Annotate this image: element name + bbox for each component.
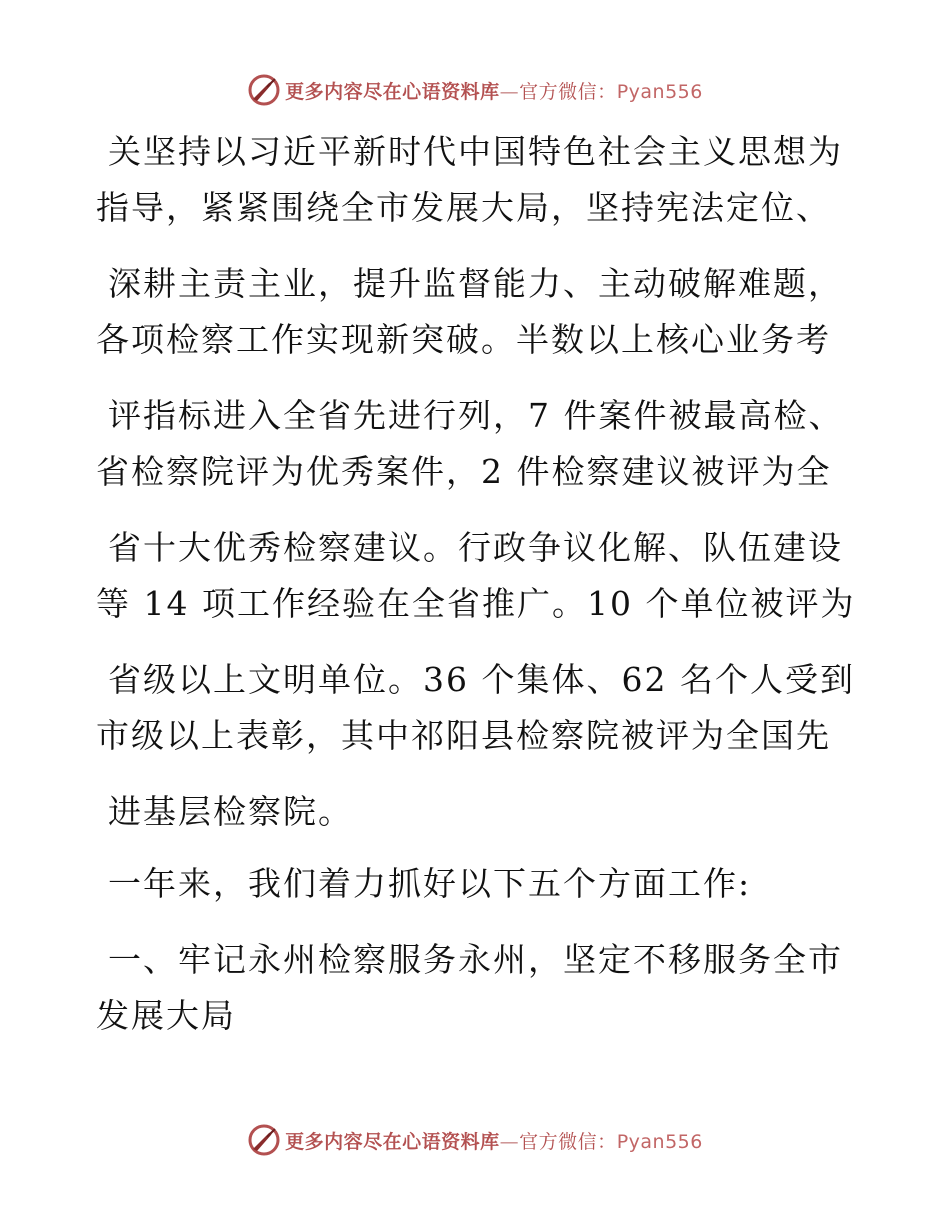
banner-handle: Pyan556 xyxy=(616,1130,703,1153)
banner-label: 官方微信： xyxy=(519,1130,617,1153)
body-line: 评指标进入全省先进行列，7 件案件被最高检、 xyxy=(108,396,844,435)
quill-logo-icon xyxy=(247,1123,281,1157)
body-line: 关坚持以习近平新时代中国特色社会主义思想为 xyxy=(108,132,843,171)
body-line: 进基层检察院。 xyxy=(108,792,353,831)
body-line: 省检察院评为优秀案件，2 件检察建议被评为全 xyxy=(96,452,832,491)
body-line: 一年来，我们着力抓好以下五个方面工作: xyxy=(108,864,752,903)
banner-handle: Pyan556 xyxy=(616,80,703,103)
body-line: 省级以上文明单位。36 个集体、62 名个人受到 xyxy=(108,660,855,699)
footer-banner xyxy=(0,1120,950,1160)
body-line: 各项检察工作实现新突破。半数以上核心业务考 xyxy=(96,320,831,359)
body-line: 省十大优秀检察建议。行政争议化解、队伍建设 xyxy=(108,528,843,567)
banner-main-text: 更多内容尽在心语资料库 xyxy=(285,80,500,103)
body-line: 一、牢记永州检察服务永州，坚定不移服务全市 xyxy=(108,940,843,979)
body-line: 市级以上表彰，其中祁阳县检察院被评为全国先 xyxy=(96,716,831,755)
banner-label: 官方微信： xyxy=(519,80,617,103)
banner-dash: — xyxy=(499,80,520,103)
banner-main-text: 更多内容尽在心语资料库 xyxy=(285,1130,500,1153)
body-line: 发展大局 xyxy=(96,996,236,1035)
body-line: 指导，紧紧围绕全市发展大局，坚持宪法定位、 xyxy=(96,188,831,227)
body-line: 深耕主责主业，提升监督能力、主动破解难题， xyxy=(108,264,843,303)
banner-dash: — xyxy=(499,1130,520,1153)
body-line: 等 14 项工作经验在全省推广。10 个单位被评为 xyxy=(96,584,856,623)
header-banner xyxy=(0,70,950,110)
quill-logo-icon xyxy=(247,73,281,107)
